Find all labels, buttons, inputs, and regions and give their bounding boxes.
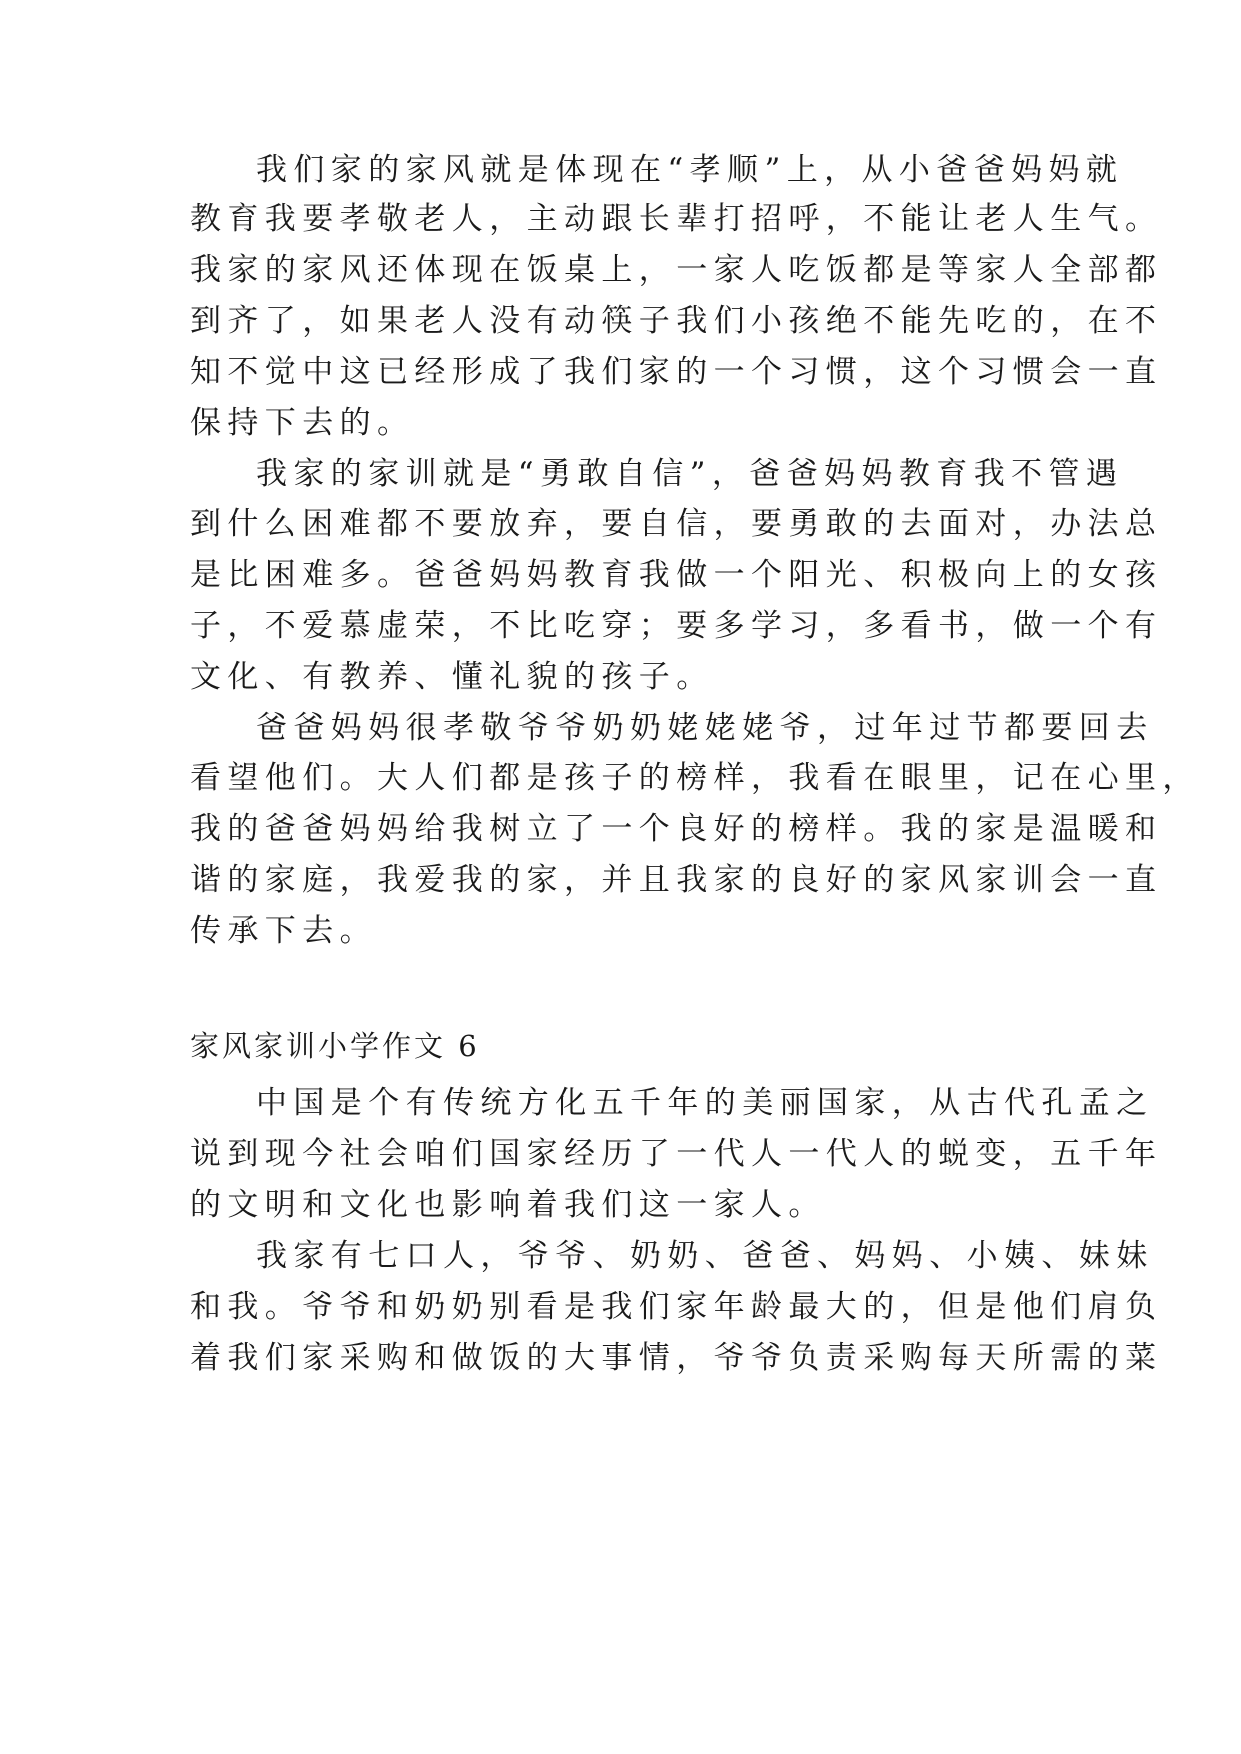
paragraph-1-line-2: 教育我要孝敬老人，主动跟长辈打招呼，不能让老人生气。 [190, 201, 1163, 237]
paragraph-2-line-5: 文化、有教养、懂礼貌的孩子。 [190, 659, 714, 695]
paragraph-3-line-1: 爸爸妈妈很孝敬爷爷奶奶姥姥姥爷，过年过节都要回去 [256, 710, 1154, 746]
paragraph-1-line-5: 知不觉中这已经形成了我们家的一个习惯，这个习惯会一直 [190, 354, 1163, 390]
paragraph-2-line-4: 子，不爱慕虚荣，不比吃穿；要多学习，多看书，做一个有 [190, 608, 1163, 644]
section-title: 家风家训小学作文 6 [190, 1029, 480, 1063]
paragraph-3-line-4: 谐的家庭，我爱我的家，并且我家的良好的家风家训会一直 [190, 862, 1163, 898]
paragraph-5-line-1: 我家有七口人，爷爷、奶奶、爸爸、妈妈、小姨、妹妹 [256, 1238, 1154, 1274]
paragraph-2-line-2: 到什么困难都不要放弃，要自信，要勇敢的去面对，办法总 [190, 506, 1163, 542]
paragraph-3-line-3: 我的爸爸妈妈给我树立了一个良好的榜样。我的家是温暖和 [190, 811, 1163, 847]
paragraph-2-line-1: 我家的家训就是“勇敢自信”，爸爸妈妈教育我不管遇 [256, 456, 1124, 492]
paragraph-4-line-2: 说到现今社会咱们国家经历了一代人一代人的蜕变，五千年 [190, 1136, 1163, 1172]
paragraph-5-line-2: 和我。爷爷和奶奶别看是我们家年龄最大的，但是他们肩负 [190, 1289, 1163, 1325]
paragraph-1-line-3: 我家的家风还体现在饭桌上，一家人吃饭都是等家人全部都 [190, 252, 1163, 288]
paragraph-2-line-3: 是比困难多。爸爸妈妈教育我做一个阳光、积极向上的女孩 [190, 557, 1163, 593]
paragraph-4-line-3: 的文明和文化也影响着我们这一家人。 [190, 1187, 826, 1223]
paragraph-5-line-3: 着我们家采购和做饭的大事情，爷爷负责采购每天所需的菜 [190, 1340, 1163, 1376]
paragraph-3-line-5: 传承下去。 [190, 913, 377, 949]
paragraph-1-line-6: 保持下去的。 [190, 405, 415, 441]
paragraph-4-line-1: 中国是个有传统方化五千年的美丽国家，从古代孔孟之 [256, 1085, 1154, 1121]
paragraph-1-line-1: 我们家的家风就是体现在“孝顺”上，从小爸爸妈妈就 [256, 152, 1124, 188]
paragraph-1-line-4: 到齐了，如果老人没有动筷子我们小孩绝不能先吃的，在不 [190, 303, 1163, 339]
paragraph-3-line-2: 看望他们。大人们都是孩子的榜样，我看在眼里，记在心里， [190, 760, 1200, 796]
